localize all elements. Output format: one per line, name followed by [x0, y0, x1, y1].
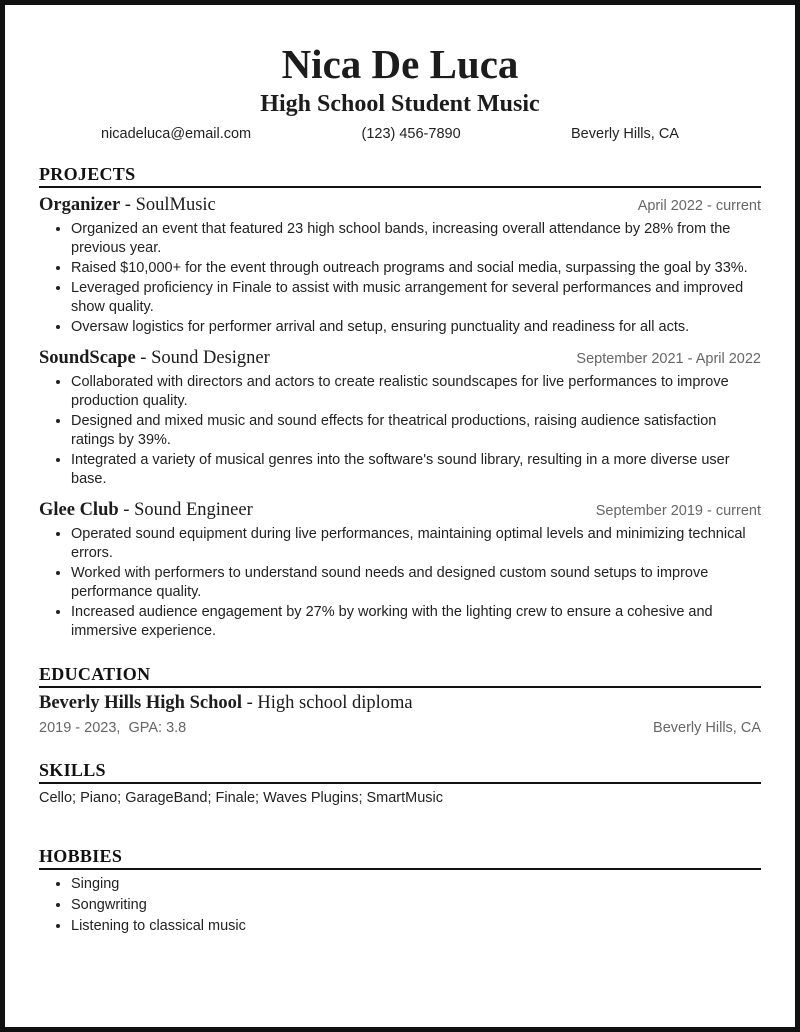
entry-role: SoulMusic — [135, 195, 216, 215]
project-entry — [39, 347, 761, 489]
bullet-item: • Raised $10,000+ for the event through outreach programs and social media, surpassing the goal by 33%. — [71, 259, 761, 278]
education-details: 2019 - 2023, GPA: 3.8 — [39, 720, 187, 736]
entry-separator: - — [135, 348, 152, 368]
entry-dates: September 2021 - April 2022 — [576, 351, 761, 367]
education-header — [39, 692, 761, 714]
section-title-education: EDUCATION — [39, 663, 761, 688]
entry-header — [39, 499, 761, 521]
hobby-item: • Singing — [71, 875, 761, 894]
education-location: Beverly Hills, CA — [653, 720, 761, 736]
entry-role: Sound Engineer — [134, 500, 253, 520]
contact-email: nicadeluca@email.com — [101, 126, 252, 142]
hobby-item: • Listening to classical music — [71, 917, 761, 936]
entry-role: Sound Designer — [151, 348, 270, 368]
entry-dates: April 2022 - current — [637, 198, 761, 214]
section-title-skills: SKILLS — [39, 759, 761, 784]
contact-location: Beverly Hills, CA — [571, 126, 679, 142]
section-title-projects: PROJECTS — [39, 163, 761, 188]
bullet-list — [39, 525, 761, 641]
entry-header — [39, 347, 761, 369]
entry-org: Glee Club — [39, 500, 119, 520]
bullet-item: • Designed and mixed music and sound effects for theatrical productions, raising audience satisfaction ratings by 39%. — [71, 412, 761, 450]
skills-text: Cello; Piano; GarageBand; Finale; Waves Plugins; SmartMusic — [39, 790, 444, 806]
bullet-item: • Increased audience engagement by 27% by working with the lighting crew to ensure a cohesive and immersive experience. — [71, 603, 761, 641]
bullet-item: • Organized an event that featured 23 high school bands, increasing overall attendance by 28% from the previous year. — [71, 220, 761, 258]
entry-header — [39, 194, 761, 216]
bullet-item: • Leveraged proficiency in Finale to assist with music arrangement for several performances and improved show quality. — [71, 279, 761, 317]
project-entry — [39, 194, 761, 337]
entry-org: Organizer — [39, 195, 121, 215]
entry-separator: - — [118, 500, 135, 520]
entry-separator: - — [242, 693, 258, 713]
candidate-name: Nica De Luca — [281, 41, 519, 87]
hobbies-section — [39, 845, 761, 936]
bullet-item: • Integrated a variety of musical genres into the software's sound library, resulting in a more diverse user base. — [71, 451, 761, 489]
degree-name: High school diploma — [257, 693, 413, 713]
hobby-list — [39, 875, 761, 936]
bullet-item: • Collaborated with directors and actors to create realistic soundscapes for live performances to improve production quality. — [71, 373, 761, 411]
project-entry — [39, 499, 761, 641]
hobby-item: • Songwriting — [71, 896, 761, 915]
bullet-item: • Oversaw logistics for performer arrival and setup, ensuring punctuality and readiness for all acts. — [71, 318, 761, 337]
contact-row — [39, 125, 761, 143]
contact-phone: (123) 456-7890 — [361, 126, 461, 142]
projects-section — [39, 163, 761, 641]
bullet-list — [39, 373, 761, 489]
entry-separator: - — [120, 195, 136, 215]
bullet-list — [39, 220, 761, 337]
resume-headline: High School Student Music — [260, 91, 540, 117]
bullet-item: • Operated sound equipment during live performances, maintaining optimal levels and minimizing technical errors. — [71, 525, 761, 563]
education-section — [39, 663, 761, 737]
skills-section — [39, 759, 761, 807]
school-name: Beverly Hills High School — [39, 693, 242, 713]
bullet-item: • Worked with performers to understand sound needs and designed custom sound setups to improve performance quality. — [71, 564, 761, 602]
entry-org: SoundScape — [39, 348, 136, 368]
entry-dates: September 2019 - current — [595, 503, 761, 519]
education-details-row — [39, 719, 761, 737]
section-title-hobbies: HOBBIES — [39, 845, 761, 870]
